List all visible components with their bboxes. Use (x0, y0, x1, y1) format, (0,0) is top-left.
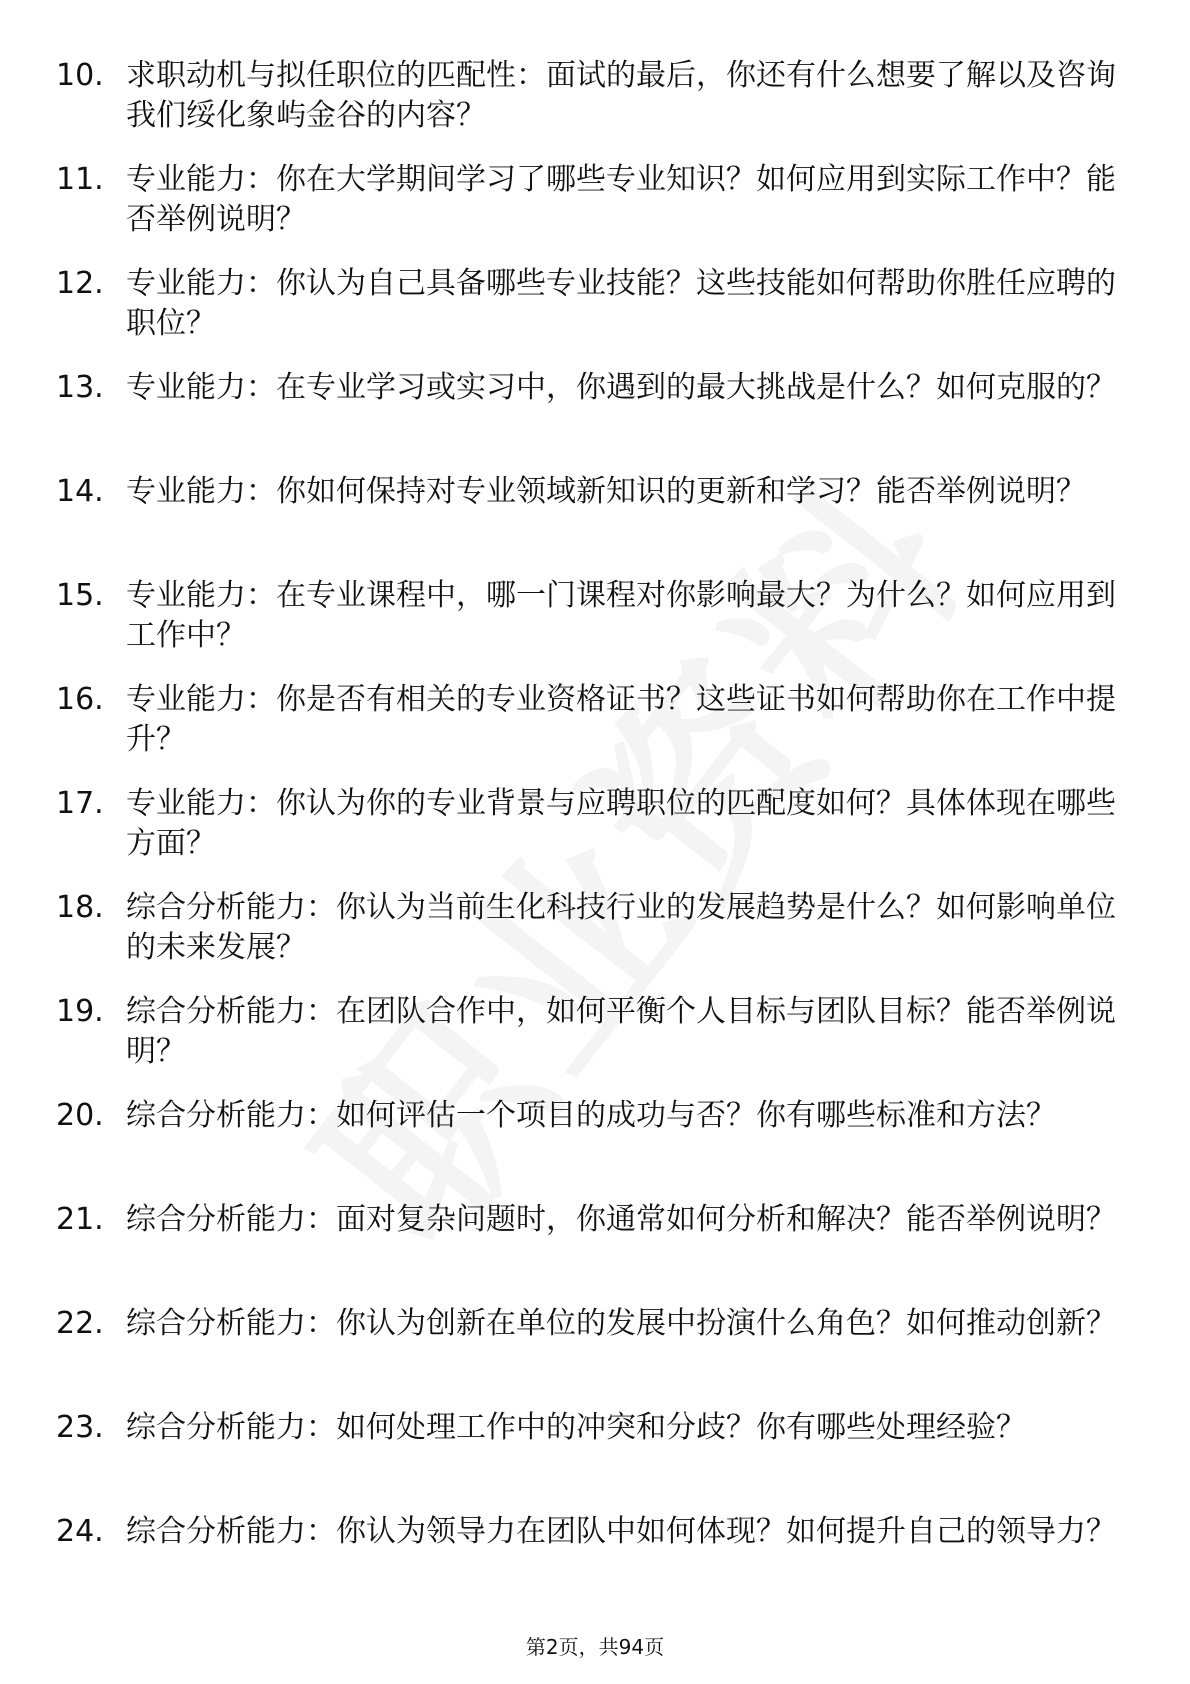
question-text: 综合分析能力：如何评估一个项目的成功与否？你有哪些标准和方法？ (126, 1098, 1056, 1133)
question-text: 综合分析能力：你认为当前生化科技行业的发展趋势是什么？如何影响单位的未来发展？ (126, 890, 1116, 965)
question-number: 20. (56, 1098, 104, 1133)
list-item (0, 1090, 1190, 1194)
question-text: 专业能力：你是否有相关的专业资格证书？这些证书如何帮助你在工作中提升？ (126, 682, 1116, 757)
list-item (0, 50, 1190, 154)
question-number: 21. (56, 1202, 104, 1237)
question-text: 专业能力：在专业学习或实习中，你遇到的最大挑战是什么？如何克服的？ (126, 370, 1116, 405)
question-number: 24. (56, 1514, 104, 1549)
question-number: 22. (56, 1306, 104, 1341)
question-number: 10. (56, 58, 104, 93)
list-item (0, 882, 1190, 986)
question-number: 18. (56, 890, 104, 925)
question-number: 13. (56, 370, 104, 405)
list-item (0, 778, 1190, 882)
question-list (0, 50, 1190, 1610)
list-item (0, 674, 1190, 778)
question-number: 17. (56, 786, 104, 821)
list-item (0, 466, 1190, 570)
question-number: 14. (56, 474, 104, 509)
question-text: 综合分析能力：你认为领导力在团队中如何体现？如何提升自己的领导力？ (126, 1514, 1116, 1549)
list-item (0, 362, 1190, 466)
page-footer: 第2页，共94页 (525, 1635, 665, 1659)
list-item (0, 1298, 1190, 1402)
question-text: 专业能力：你认为你的专业背景与应聘职位的匹配度如何？具体体现在哪些方面？ (126, 786, 1116, 861)
question-text: 求职动机与拟任职位的匹配性：面试的最后，你还有什么想要了解以及咨询我们绥化象屿金谷的内容？ (126, 58, 1116, 133)
list-item (0, 986, 1190, 1090)
question-text: 综合分析能力：在团队合作中，如何平衡个人目标与团队目标？能否举例说明？ (126, 994, 1116, 1069)
list-item (0, 570, 1190, 674)
question-text: 综合分析能力：你认为创新在单位的发展中扮演什么角色？如何推动创新？ (126, 1306, 1116, 1341)
question-number: 19. (56, 994, 104, 1029)
list-item (0, 154, 1190, 258)
question-number: 12. (56, 266, 104, 301)
list-item (0, 258, 1190, 362)
question-number: 15. (56, 578, 104, 613)
question-text: 专业能力：你认为自己具备哪些专业技能？这些技能如何帮助你胜任应聘的职位？ (126, 266, 1116, 341)
list-item (0, 1194, 1190, 1298)
question-number: 23. (56, 1410, 104, 1445)
question-text: 专业能力：在专业课程中，哪一门课程对你影响最大？为什么？如何应用到工作中？ (126, 578, 1116, 653)
question-text: 综合分析能力：如何处理工作中的冲突和分歧？你有哪些处理经验？ (126, 1410, 1026, 1445)
list-item (0, 1506, 1190, 1610)
question-number: 11. (56, 162, 104, 197)
question-number: 16. (56, 682, 104, 717)
question-text: 专业能力：你如何保持对专业领域新知识的更新和学习？能否举例说明？ (126, 474, 1086, 509)
question-text: 综合分析能力：面对复杂问题时，你通常如何分析和解决？能否举例说明？ (126, 1202, 1116, 1237)
list-item (0, 1402, 1190, 1506)
question-text: 专业能力：你在大学期间学习了哪些专业知识？如何应用到实际工作中？能否举例说明？ (126, 162, 1116, 237)
